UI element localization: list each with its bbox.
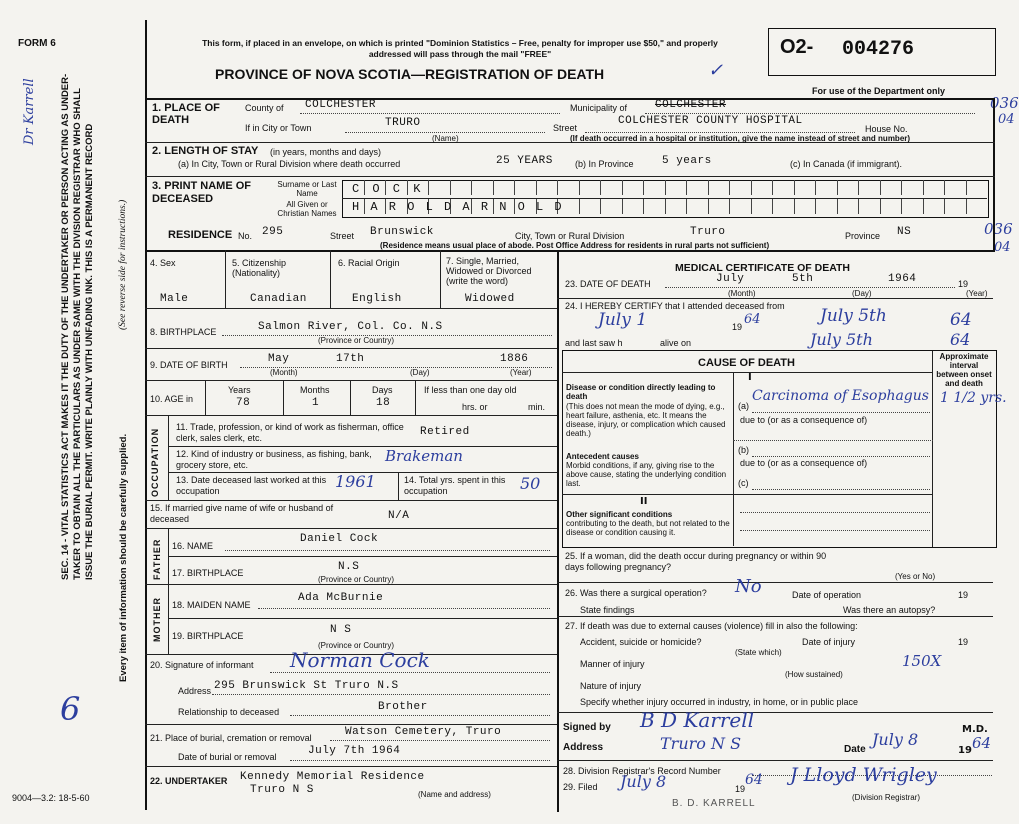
mother-birthplace-label: 19. BIRTHPLACE [172, 631, 244, 641]
left-margin-mark: 6 [60, 690, 81, 728]
attended-to: July 5th [820, 306, 887, 326]
residence-prov: NS [897, 226, 912, 238]
signed-by-label: Signed by [563, 722, 611, 733]
mail-notice: This form, if placed in an envelope, on which is printed "Dominion Statistics – Free, penalty for improper use $50," and properly addressed will pass through the mail "FREE" [202, 38, 718, 59]
days-label: Days [372, 385, 393, 395]
total-years-value: 50 [520, 474, 541, 493]
name-grid-divider [794, 180, 795, 195]
informant-address-label: Address [178, 686, 212, 696]
antecedent-note: Morbid conditions, if any, giving rise to the above cause, stating the underlying condition last. [566, 461, 727, 488]
min-label: min. [528, 402, 546, 412]
death-19: 19 [958, 279, 969, 289]
code-a1: 036 [990, 94, 1019, 112]
days-value: 18 [376, 397, 391, 409]
specify-label: Specify whether injury occurred in industry, in home, or in public place [580, 697, 858, 707]
father-name: Daniel Cock [300, 533, 379, 545]
dob-year: 1886 [500, 353, 529, 365]
county-value: COLCHESTER [305, 99, 377, 111]
page-title: PROVINCE OF NOVA SCOTIA—REGISTRATION OF DEATH [215, 66, 605, 82]
industry-value: Brakeman [385, 447, 463, 465]
name-grid-divider [708, 199, 709, 214]
spouse-value: N/A [388, 510, 410, 522]
alive-on-year: 64 [950, 330, 971, 349]
hrs-label: hrs. or [462, 402, 488, 412]
physician-address: Truro N S [660, 734, 742, 753]
name-grid-divider [772, 180, 773, 195]
attended-to-year: 64 [950, 310, 972, 330]
relationship-label: Relationship to deceased [178, 707, 280, 717]
last-worked-value: 1961 [335, 472, 376, 491]
cause-b-label: (b) [738, 445, 749, 455]
death-month-hint: (Month) [728, 289, 756, 298]
mother-birthplace: N S [330, 624, 352, 636]
years-label: Years [228, 385, 251, 395]
surname-value: C O C K [352, 182, 424, 196]
name-grid-divider [923, 180, 924, 195]
residence-div: Truro [690, 226, 726, 238]
stay-b-value: 5 years [662, 155, 712, 167]
residence-street-label: Street [330, 231, 355, 241]
residence-no-label: No. [238, 231, 253, 241]
residence-prov-label: Province [845, 231, 881, 241]
name-grid-divider [643, 180, 644, 195]
physician-signature: B D Karrell [640, 708, 755, 732]
injury-19: 19 [958, 637, 969, 647]
hospital-hint: (If death occurred in a hospital or institution, give the name instead of street and number) [570, 134, 911, 143]
stay-b-label: (b) In Province [575, 159, 634, 169]
father-bp-hint: (Province or Country) [318, 575, 395, 584]
alive-on-label: alive on [660, 338, 692, 348]
cause-a-label: (a) [738, 401, 749, 411]
racial-label: 6. Racial Origin [338, 258, 400, 268]
name-grid-divider [557, 180, 558, 195]
how-sustained-hint: (How sustained) [785, 670, 843, 679]
county-label: County of [245, 103, 284, 113]
street-label: Street [553, 123, 578, 133]
name-grid-divider [579, 180, 580, 195]
death-month: July [716, 273, 745, 285]
manner-value: 150X [902, 652, 942, 670]
marital-label: 7. Single, Married, Widowed or Divorced (write the word) [446, 256, 532, 286]
dob-year-hint: (Year) [510, 368, 532, 377]
findings-label: State findings [580, 605, 635, 615]
registrar-hint: (Division Registrar) [852, 793, 921, 802]
attended-from: July 1 [598, 310, 648, 330]
frame-top [145, 98, 995, 100]
name-grid-divider [751, 180, 752, 195]
antecedent-label: Antecedent causes [566, 452, 639, 461]
cause-c-label: (c) [738, 478, 749, 488]
injury-date-label: Date of injury [802, 637, 856, 647]
roman-2: II [640, 496, 648, 507]
burial-place-label: 21. Place of burial, cremation or removal [150, 733, 312, 743]
months-value: 1 [312, 397, 320, 409]
filed-label: 29. Filed [563, 782, 598, 792]
total-years-label: 14. Total yrs. spent in this occupation [404, 475, 506, 496]
filed-19: 19 [735, 784, 746, 794]
racial-value: English [352, 293, 402, 305]
sec14-note: SEC. 14 - VITAL STATISTICS ACT MAKES IT THE DUTY OF THE UNDERTAKER OR PERSON ACTING AS UNDER-TAKER TO OBTAIN ALL THE PARTICULARS AS UNDER SAME WITH THE DIVISION REGISTRAR WHO SHALL ISSUE THE BURIAL PERMIT. WRITE PLAINLY WITH UNFADING INK. THIS IS A PERMANENT RECORD [60, 73, 95, 580]
signed-year: 64 [972, 734, 992, 752]
pregnancy-label: 25. If a woman, did the death occur during pregnancy or within 90 days following pregnancy? [565, 551, 827, 572]
undertaker-name: Kennedy Memorial Residence [240, 771, 425, 783]
given-value: H A R O L D A R N O L D [352, 200, 564, 214]
name-grid-divider [471, 180, 472, 195]
father-side-label: FATHER [152, 538, 162, 580]
name-grid-divider [729, 180, 730, 195]
interval-heading: Approximate interval between onset and death [936, 352, 992, 388]
physician-name-stamp: B. D. KARRELL [672, 798, 756, 809]
less-than-day-label: If less than one day old [424, 385, 517, 395]
name-grid-divider [450, 180, 451, 195]
name-grid-divider [901, 180, 902, 195]
name-grid-divider [880, 199, 881, 214]
other-note: contributing to the death, but not related to the disease or condition causing it. [566, 519, 730, 537]
signed-address-label: Address [563, 742, 604, 753]
last-seen-label: and last saw h [565, 338, 623, 348]
name-grid-divider [815, 180, 816, 195]
months-label: Months [300, 385, 330, 395]
department-use-label: For use of the Department only [812, 86, 946, 96]
name-grid-divider [514, 180, 515, 195]
name-grid-divider [600, 199, 601, 214]
name-grid-divider [665, 199, 666, 214]
name-grid-divider [708, 180, 709, 195]
birthplace-label: 8. BIRTHPLACE [150, 327, 217, 337]
years-value: 78 [236, 397, 251, 409]
residence-street: Brunswick [370, 226, 434, 238]
column-divider [557, 250, 559, 812]
undertaker-hint: (Name and address) [418, 790, 491, 799]
street-value: COLCHESTER COUNTY HOSPITAL [618, 115, 803, 127]
name-grid-divider [966, 199, 967, 214]
mother-bp-hint: (Province or Country) [318, 641, 395, 650]
every-item-note: Every item of information should be carefully supplied. [118, 433, 129, 682]
name-grid-divider [600, 180, 601, 195]
name-grid-divider [966, 180, 967, 195]
birthplace-hint: (Province or Country) [318, 336, 395, 345]
trade-label: 11. Trade, profession, or kind of work as fisherman, office clerk, sales clerk, etc. [176, 422, 404, 443]
dob-label: 9. DATE OF BIRTH [150, 360, 228, 370]
residence-no: 295 [262, 226, 284, 238]
death-day-hint: (Day) [852, 289, 872, 298]
undertaker-town: Truro N S [250, 784, 314, 796]
father-birthplace-label: 17. BIRTHPLACE [172, 568, 244, 578]
cause-a-value: Carcinoma of Esophagus [752, 388, 929, 404]
given-label: All Given or Christian Names [277, 200, 337, 218]
last-worked-label: 13. Date deceased last worked at this occupation [176, 475, 327, 496]
external-causes-label: 27. If death was due to external causes (violence) fill in also the following: [565, 621, 858, 631]
death-year-hint: (Year) [966, 289, 988, 298]
due-to-a: due to (or as a consequence of) [740, 415, 868, 425]
mother-name: Ada McBurnie [298, 592, 384, 604]
name-grid-divider [643, 199, 644, 214]
operation-date-label: Date of operation [792, 590, 862, 600]
operation-19: 19 [958, 590, 969, 600]
death-day: 5th [792, 273, 814, 285]
citizenship-value: Canadian [250, 293, 307, 305]
dob-month: May [268, 353, 290, 365]
md-label: M.D. [962, 724, 988, 735]
attended-from-year: 64 [744, 312, 761, 327]
signed-date-label: Date [844, 744, 866, 755]
cause-heading: CAUSE OF DEATH [698, 357, 795, 369]
age-label: 10. AGE in [150, 394, 194, 404]
name-grid-divider [622, 199, 623, 214]
city-name-hint: (Name) [432, 134, 459, 143]
trade-value: Retired [420, 426, 470, 438]
stay-hint: (in years, months and days) [270, 147, 382, 157]
place-section-label: 1. PLACE OF DEATH [152, 102, 220, 126]
certify-label: 24. I HEREBY CERTIFY that I attended deceased from [565, 301, 785, 311]
nature-label: Nature of injury [580, 681, 642, 691]
code-b1: 036 [984, 220, 1013, 238]
municipality-value: COLCHESTER [655, 99, 727, 111]
name-grid-divider [858, 199, 859, 214]
state-which-hint: (State which) [735, 648, 782, 657]
accident-label: Accident, suicide or homicide? [580, 637, 702, 647]
from-19: 19 [732, 322, 743, 332]
filed-year: 64 [745, 772, 763, 788]
registration-prefix: O2- [780, 36, 814, 58]
dob-day: 17th [336, 353, 365, 365]
alive-on-value: July 5th [810, 330, 873, 349]
mother-name-label: 18. MAIDEN NAME [172, 600, 251, 610]
due-to-b: due to (or as a consequence of) [740, 458, 868, 468]
name-grid-divider [729, 199, 730, 214]
reverse-side-note: (See reverse side for instructions.) [118, 199, 128, 330]
dob-day-hint: (Day) [410, 368, 430, 377]
pregnancy-hint: (Yes or No) [895, 572, 936, 581]
citizenship-label: 5. Citizenship (Nationality) [232, 258, 287, 278]
name-grid-divider [536, 180, 537, 195]
name-grid-divider [493, 180, 494, 195]
birthplace-value: Salmon River, Col. Co. N.S [258, 321, 443, 333]
stay-a-label: (a) In City, Town or Rural Division where death occurred [178, 159, 401, 169]
doctor-note: Dr Karrell [22, 78, 37, 145]
municipality-label: Municipality of [570, 103, 628, 113]
name-grid-divider [686, 180, 687, 195]
name-grid-divider [837, 199, 838, 214]
informant-signature: Norman Cock [290, 648, 430, 672]
check-mark-icon: ✓ [708, 60, 724, 81]
code-a2: 04 [998, 112, 1015, 127]
stay-c-label: (c) In Canada (if immigrant). [790, 159, 903, 169]
name-grid-divider [837, 180, 838, 195]
name-grid-divider [428, 180, 429, 195]
residence-label: RESIDENCE [168, 229, 233, 241]
marital-value: Widowed [465, 293, 515, 305]
record-number-label: 28. Division Registrar's Record Number [563, 766, 721, 776]
city-label: If in City or Town [245, 123, 312, 133]
name-grid-divider [622, 180, 623, 195]
burial-place: Watson Cemetery, Truro [345, 726, 502, 738]
name-grid-divider [901, 199, 902, 214]
disease-note: (This does not mean the mode of dying, e.g., heart failure, asthenia, etc. It means the disease, injury, or complication which caused death.) [566, 402, 726, 438]
cause-a-interval: 1 1/2 yrs. [940, 390, 1007, 406]
father-birthplace: N.S [338, 561, 360, 573]
mother-side-label: MOTHER [152, 597, 162, 642]
stay-a-value: 25 YEARS [496, 155, 553, 167]
disease-label: Disease or condition directly leading to death [566, 383, 716, 401]
name-grid-divider [686, 199, 687, 214]
autopsy-label: Was there an autopsy? [843, 605, 936, 615]
roman-1: I [748, 372, 752, 383]
surgery-label: 26. Was there a surgical operation? [565, 588, 707, 598]
burial-date: July 7th 1964 [308, 745, 401, 757]
relationship-value: Brother [378, 701, 428, 713]
dob-month-hint: (Month) [270, 368, 298, 377]
informant-sig-label: 20. Signature of informant [150, 660, 254, 670]
surgery-value: No [735, 576, 762, 597]
house-label: House No. [865, 124, 908, 134]
sex-label: 4. Sex [150, 258, 176, 268]
father-name-label: 16. NAME [172, 541, 214, 551]
residence-div-label: City, Town or Rural Division [515, 231, 625, 241]
manner-label: Manner of injury [580, 659, 645, 669]
registration-number: 004276 [842, 38, 915, 61]
code-b2: 04 [994, 240, 1011, 255]
city-value: TRURO [385, 117, 421, 129]
other-label: Other significant conditions [566, 510, 673, 519]
name-section-label: 3. PRINT NAME OF DECEASED [152, 180, 252, 205]
name-grid-divider [815, 199, 816, 214]
occupation-side-label: OCCUPATION [150, 427, 160, 497]
frame-right [993, 98, 995, 250]
sex-value: Male [160, 293, 189, 305]
name-grid-divider [880, 180, 881, 195]
registrar-signature: J Lloyd Wrigley [790, 764, 937, 786]
medical-heading: MEDICAL CERTIFICATE OF DEATH [675, 262, 850, 274]
industry-label: 12. Kind of industry or business, as fishing, bank, grocery store, etc. [176, 449, 372, 470]
name-grid-divider [794, 199, 795, 214]
death-year: 1964 [888, 273, 917, 285]
stay-section-label: 2. LENGTH OF STAY [152, 145, 259, 157]
name-grid-divider [579, 199, 580, 214]
undertaker-label: 22. UNDERTAKER [150, 776, 228, 786]
form-number: FORM 6 [18, 38, 56, 49]
name-grid-divider [944, 180, 945, 195]
spouse-label: 15. If married give name of wife or husband of deceased [150, 503, 334, 524]
footer-code: 9004—3.2: 18-5-60 [12, 793, 90, 803]
name-grid-divider [944, 199, 945, 214]
signed-date: July 8 [872, 730, 919, 749]
name-grid-divider [772, 199, 773, 214]
date-of-death-label: 23. DATE OF DEATH [565, 279, 651, 289]
informant-address: 295 Brunswick St Truro N.S [214, 680, 399, 692]
name-grid-divider [751, 199, 752, 214]
surname-label: Surname or Last Name [277, 180, 337, 198]
signed-19: 19 [958, 745, 972, 756]
burial-date-label: Date of burial or removal [178, 752, 277, 762]
name-grid-divider [858, 180, 859, 195]
name-grid-divider [923, 199, 924, 214]
residence-note: (Residence means usual place of abode. Post Office Address for residents in rural parts not sufficient) [380, 241, 770, 250]
name-grid-divider [665, 180, 666, 195]
filed-date: July 8 [620, 772, 667, 791]
